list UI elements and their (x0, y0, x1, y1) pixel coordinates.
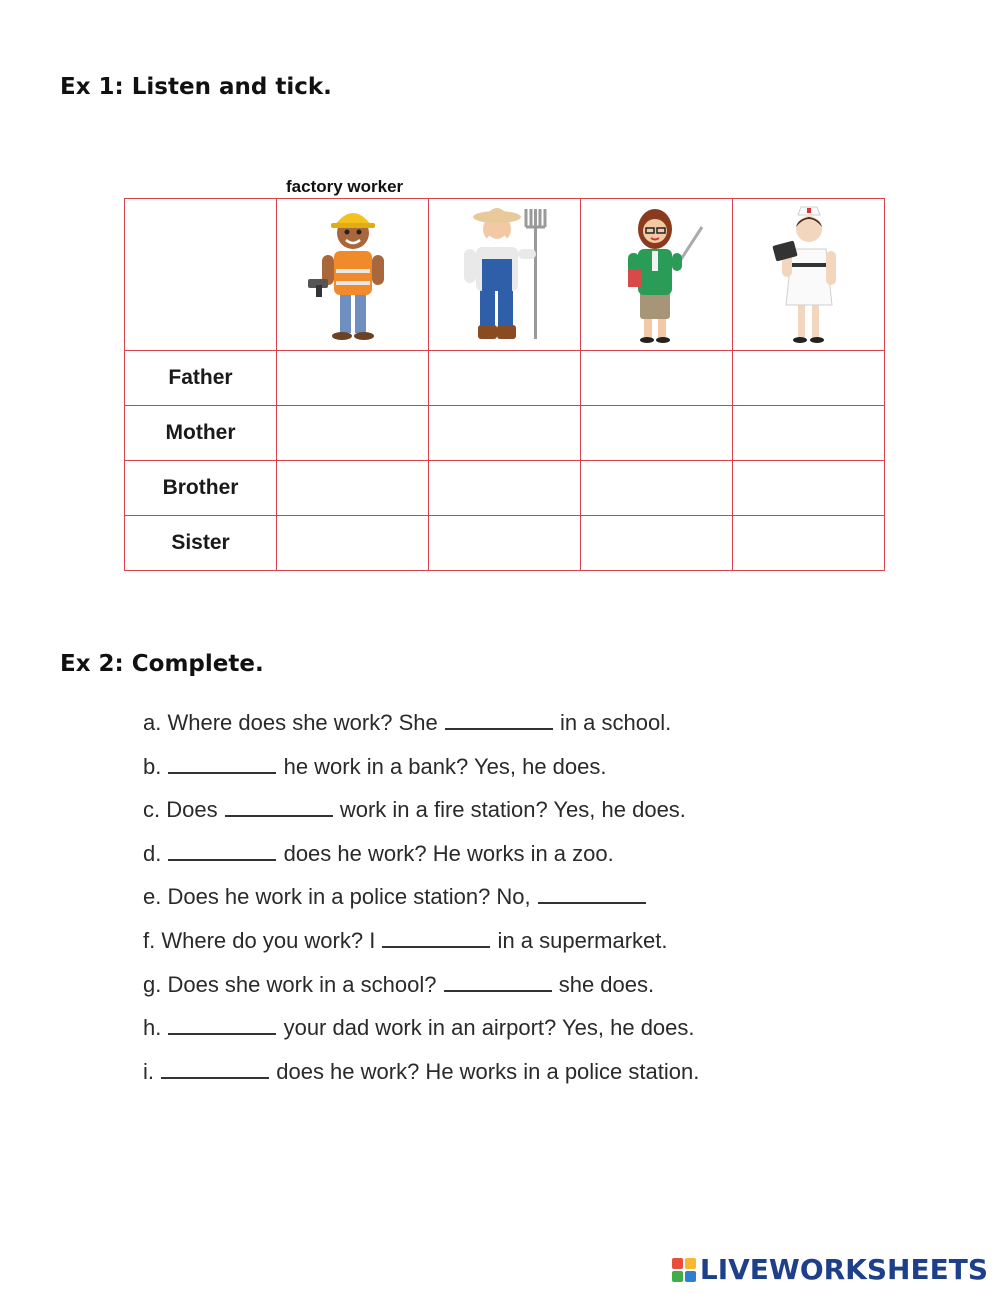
question-text-after: in a supermarket. (491, 927, 668, 953)
tick-cell[interactable] (581, 516, 733, 571)
tick-cell[interactable] (581, 351, 733, 406)
question-text-after: he work in a bank? Yes, he does. (277, 753, 607, 779)
question-item (143, 704, 699, 748)
tick-cell[interactable] (429, 406, 581, 461)
answer-blank[interactable] (445, 704, 553, 730)
question-text-after: work in a fire station? Yes, he does. (333, 797, 686, 823)
picture-cell-nurse (733, 199, 885, 351)
question-text-before: d. (143, 840, 168, 866)
answer-blank[interactable] (161, 1053, 269, 1079)
row-label-father: Father (125, 351, 277, 406)
table-row-sister (125, 516, 885, 571)
question-text-before: h. (143, 1015, 168, 1041)
tick-cell[interactable] (277, 406, 429, 461)
factory-worker-picture (298, 199, 408, 345)
question-item (143, 791, 699, 835)
question-text-after: does he work? He works in a zoo. (277, 840, 614, 866)
tick-cell[interactable] (733, 406, 885, 461)
logo-square (685, 1271, 696, 1282)
table-row-brother (125, 461, 885, 516)
tick-cell[interactable] (277, 461, 429, 516)
question-item (143, 835, 699, 879)
logo-text: LIVEWORKSHEETS (699, 1253, 988, 1286)
column-caption: factory worker (286, 177, 404, 196)
question-text-after: she does. (552, 971, 655, 997)
tick-cell[interactable] (277, 351, 429, 406)
question-text-after: does he work? He works in a police station. (270, 1058, 700, 1084)
tick-cell[interactable] (277, 516, 429, 571)
question-item (143, 878, 699, 922)
farmer-picture (450, 199, 560, 345)
answer-blank[interactable] (168, 835, 276, 861)
answer-blank[interactable] (382, 922, 490, 948)
picture-cell-farmer (429, 199, 581, 351)
question-text-before: a. Where does she work? She (143, 710, 444, 735)
question-text-before: g. Does she work in a school? (143, 971, 443, 997)
tick-cell[interactable] (429, 461, 581, 516)
tick-cell[interactable] (429, 351, 581, 406)
liveworksheets-logo (672, 1253, 988, 1286)
tick-cell[interactable] (733, 516, 885, 571)
question-list (143, 704, 699, 1096)
question-item (143, 1009, 699, 1053)
logo-square (685, 1258, 696, 1269)
picture-cell-factory-worker (277, 199, 429, 351)
picture-cell-teacher (581, 199, 733, 351)
question-item (143, 1053, 699, 1097)
answer-blank[interactable] (444, 966, 552, 992)
answer-blank[interactable] (168, 1009, 276, 1035)
question-text-before: b. (143, 753, 168, 779)
question-text-before: e. Does he work in a police station? No, (143, 884, 537, 910)
question-text-before: c. Does (143, 797, 224, 823)
question-text-after: in a school. (553, 710, 672, 735)
tick-cell[interactable] (733, 351, 885, 406)
row-label-brother: Brother (125, 461, 277, 516)
tick-cell[interactable] (581, 461, 733, 516)
question-item (143, 748, 699, 792)
tick-cell[interactable] (581, 406, 733, 461)
corner-cell (125, 199, 277, 351)
question-text-before: i. (143, 1058, 161, 1084)
logo-mark-icon (672, 1258, 696, 1282)
question-item (143, 922, 699, 966)
nurse-picture (754, 199, 864, 345)
answer-blank[interactable] (538, 878, 646, 904)
question-item (143, 966, 699, 1010)
logo-square (672, 1271, 683, 1282)
question-text-before: f. Where do you work? I (143, 927, 382, 953)
answer-blank[interactable] (168, 748, 276, 774)
question-text-after: your dad work in an airport? Yes, he does. (277, 1015, 695, 1041)
table-row-father (125, 351, 885, 406)
exercise-2-title: Ex 2: Complete. (60, 651, 264, 677)
tick-cell[interactable] (733, 461, 885, 516)
exercise-1-title: Ex 1: Listen and tick. (60, 74, 332, 100)
row-label-mother: Mother (125, 406, 277, 461)
tick-table (124, 198, 885, 571)
answer-blank[interactable] (225, 791, 333, 817)
row-label-sister: Sister (125, 516, 277, 571)
tick-cell[interactable] (429, 516, 581, 571)
table-row-mother (125, 406, 885, 461)
logo-square (672, 1258, 683, 1269)
teacher-picture (602, 199, 712, 345)
